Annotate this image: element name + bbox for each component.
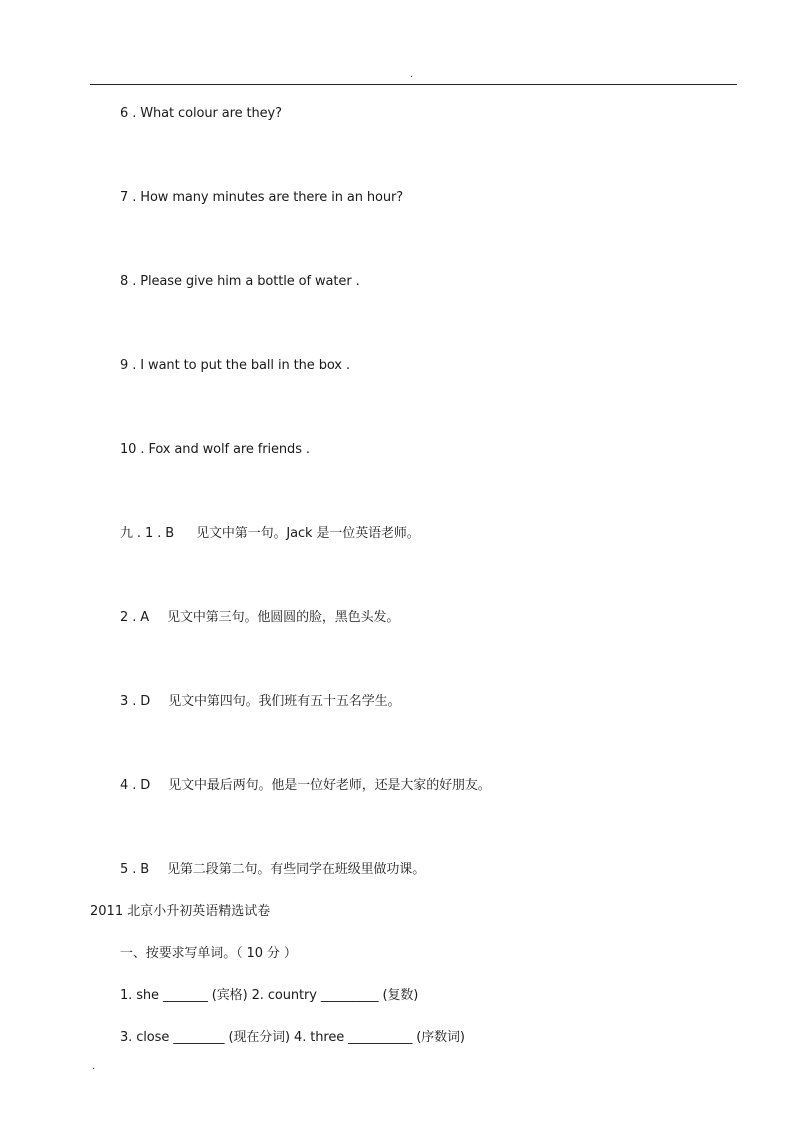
reading-answer-2 <box>120 610 399 626</box>
header-rule <box>90 84 737 85</box>
reading-answer-number: 4 . D <box>120 778 151 793</box>
reading-answer-3 <box>120 694 400 710</box>
reading-answer-4 <box>120 778 491 794</box>
section-heading: 一、按要求写单词。（ 10 分 ） <box>120 946 297 961</box>
reading-answer-5 <box>120 862 425 878</box>
reading-answer-explanation: 见文中第一句。Jack 是一位英语老师。 <box>196 526 420 541</box>
reading-answer-number: 2 . A <box>120 610 150 625</box>
reading-answer-number: 3 . D <box>120 694 151 709</box>
answer-line-9: 9 . I want to put the ball in the box . <box>120 358 350 373</box>
header-dot: . <box>410 69 414 80</box>
question-line-1: 1. she _______ (宾格) 2. country _________ (复数) <box>120 988 419 1003</box>
exam-title: 2011 北京小升初英语精选试卷 <box>90 904 271 919</box>
question-line-2: 3. close ________ (现在分词) 4. three __________ (序数词) <box>120 1030 465 1045</box>
answer-line-7: 7 . How many minutes are there in an hour? <box>120 190 404 205</box>
answer-line-6: 6 . What colour are they? <box>120 106 282 121</box>
answer-line-10: 10 . Fox and wolf are friends . <box>120 442 310 457</box>
reading-answer-number: 九 . 1 . B <box>120 526 175 541</box>
reading-answer-explanation: 见文中最后两句。他是一位好老师，还是大家的好朋友。 <box>168 778 491 793</box>
footer-dot: . <box>92 1061 96 1072</box>
reading-answer-explanation: 见文中第三句。他圆圆的脸，黑色头发。 <box>167 610 400 625</box>
reading-answer-number: 5 . B <box>120 862 150 877</box>
reading-answer-explanation: 见第二段第二句。有些同学在班级里做功课。 <box>167 862 426 877</box>
reading-answer-1 <box>120 526 420 542</box>
answer-line-8: 8 . Please give him a bottle of water . <box>120 274 360 289</box>
reading-answer-explanation: 见文中第四句。我们班有五十五名学生。 <box>168 694 401 709</box>
